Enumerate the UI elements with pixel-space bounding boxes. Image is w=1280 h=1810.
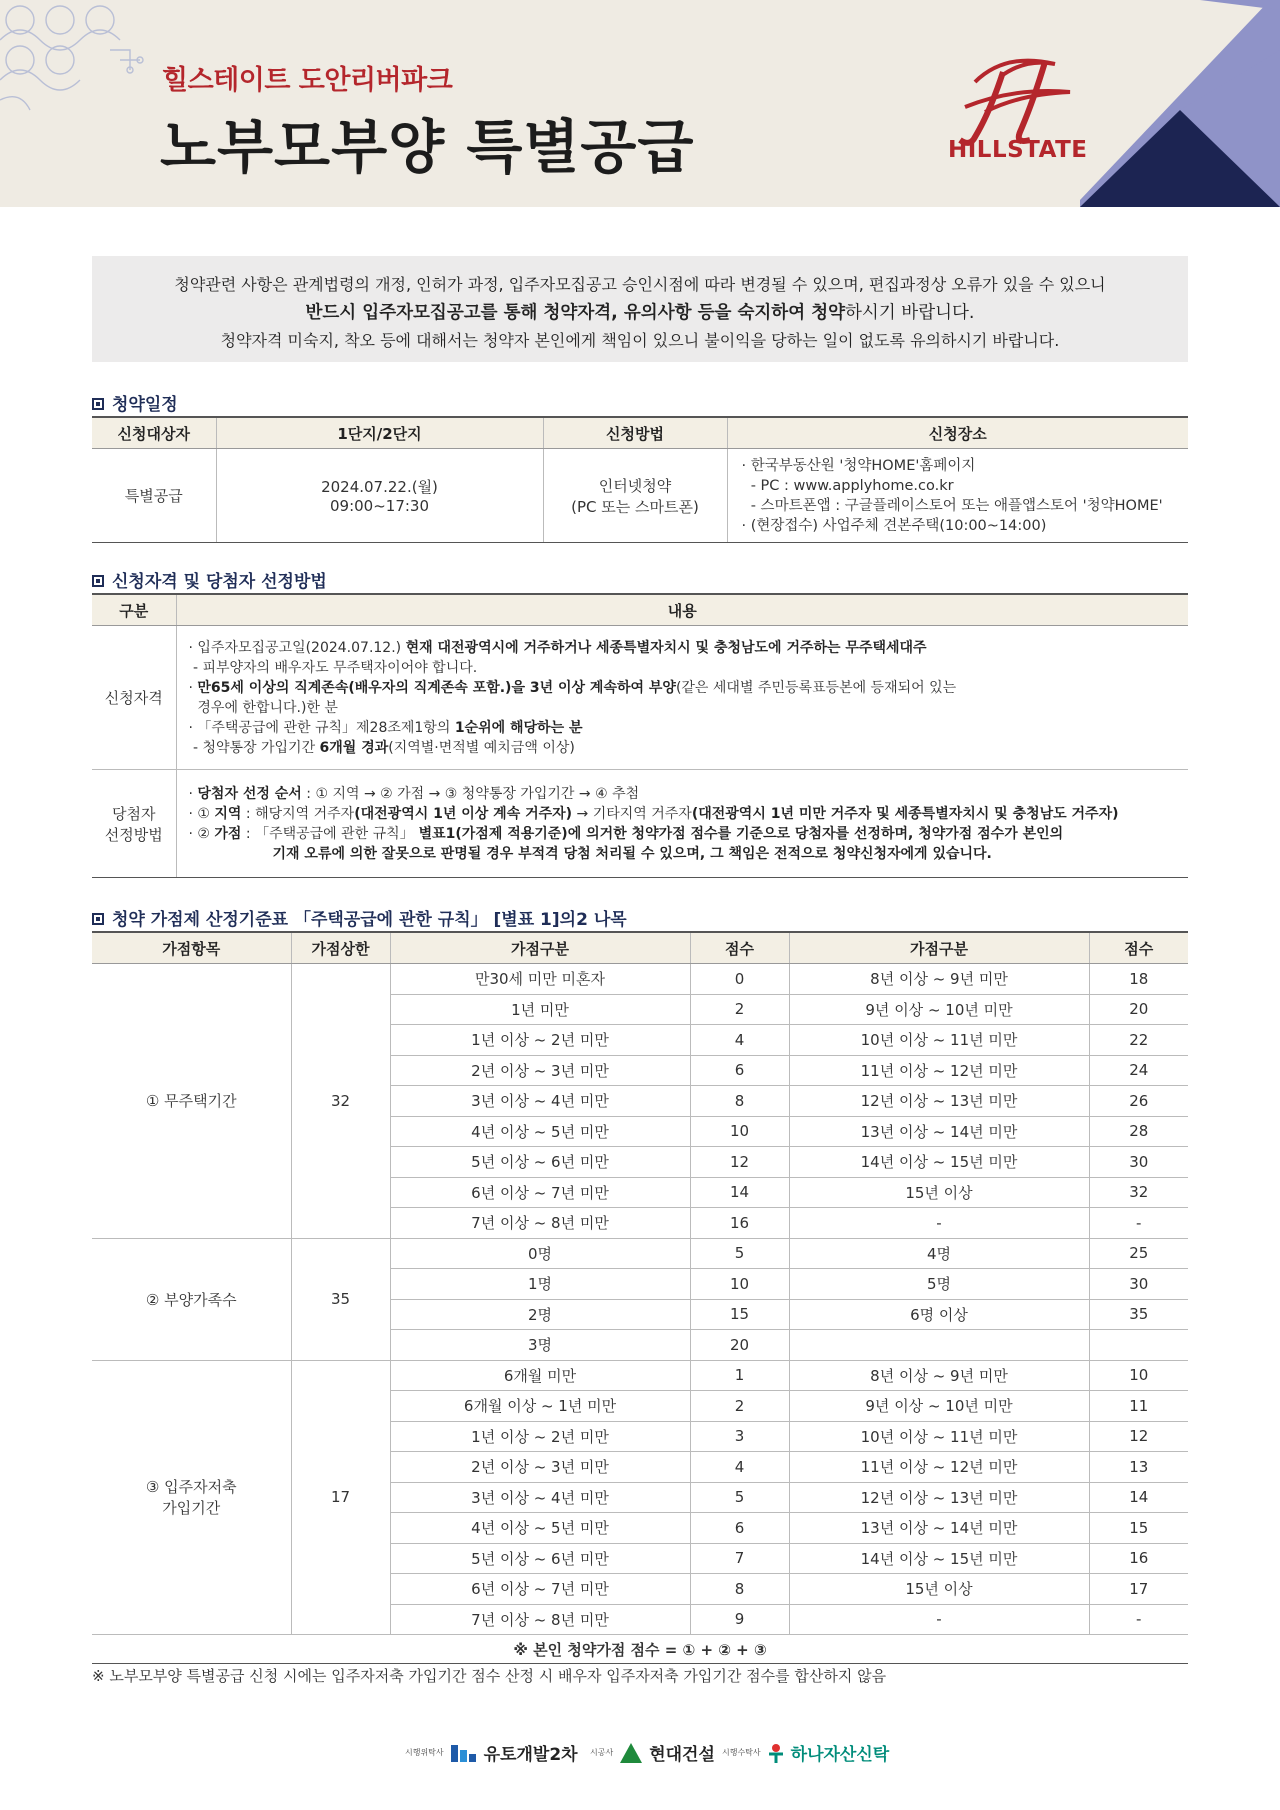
header-cell: 점수: [690, 932, 789, 964]
header-cell: 신청대상자: [92, 417, 216, 449]
score-item: ③ 입주자저축 가입기간: [92, 1360, 291, 1635]
total-formula: ※ 본인 청약가점 점수 = ① + ② + ③: [92, 1635, 1188, 1664]
header-cell: 가점항목: [92, 932, 291, 964]
score-range: 14년 이상 ~ 15년 미만: [789, 1543, 1089, 1574]
table-row: [92, 1360, 1188, 1391]
notice-line-2: [92, 299, 1188, 324]
score-range: 9년 이상 ~ 10년 미만: [789, 1391, 1089, 1422]
schedule-table: [92, 416, 1188, 543]
score-value: 18: [1089, 964, 1188, 995]
score-value: 2: [690, 994, 789, 1025]
score-item: ① 무주택기간: [92, 964, 291, 1239]
header-cell: 점수: [1089, 932, 1188, 964]
square-bullet-icon: [92, 398, 104, 410]
score-value: 10: [690, 1116, 789, 1147]
score-range: 5년 이상 ~ 6년 미만: [390, 1543, 690, 1574]
score-range: 4년 이상 ~ 5년 미만: [390, 1116, 690, 1147]
score-range: 6개월 미만: [390, 1360, 690, 1391]
sponsor-bar: [0, 1740, 1280, 1770]
complex-name: 힐스테이트 도안리버파크: [162, 65, 453, 96]
score-max: 32: [291, 964, 390, 1239]
score-range: 만30세 미만 미혼자: [390, 964, 690, 995]
score-range: [789, 1330, 1089, 1361]
score-range: 4년 이상 ~ 5년 미만: [390, 1513, 690, 1544]
score-range: 8년 이상 ~ 9년 미만: [789, 1360, 1089, 1391]
header-cell: 가점상한: [291, 932, 390, 964]
score-value: 5: [690, 1482, 789, 1513]
score-value: 22: [1089, 1025, 1188, 1056]
score-value: 6: [690, 1055, 789, 1086]
score-range: 12년 이상 ~ 13년 미만: [789, 1086, 1089, 1117]
score-value: 6: [690, 1513, 789, 1544]
score-range: 5년 이상 ~ 6년 미만: [390, 1147, 690, 1178]
score-range: 1년 이상 ~ 2년 미만: [390, 1421, 690, 1452]
qualification-content: · 입주자모집공고일(2024.07.12.) 현재 대전광역시에 거주하거나 세종특별자치시 및 충청남도에 거주하는 무주택세대주 - 피부양자의 배우자도 무주택자이어야 합니다. · 만65세 이상의 직계존속(배우자의 직계존속 포함.)을 3년 이상 계속하여 부양(같은 세대별 주민등록표등본에 등재되어 있는 경우에 한합니다.)한 분 · 「주택공급에 관한 규칙」제28조제1항의 1순위에 해당하는 분 - 청약통장 가입기간 6개월 경과(지역별·면적별 예치금액 이상): [176, 626, 1188, 770]
header-cell: 가점구분: [390, 932, 690, 964]
footnote: ※ 노부모부양 특별공급 신청 시에는 입주자저축 가입기간 점수 산정 시 배우자 입주자저축 가입기간 점수를 합산하지 않음: [92, 1667, 887, 1685]
sponsor-hyundai: 시공사 현대건설: [590, 1740, 715, 1765]
sponsor-hana: 시행수탁사 하나자산신탁: [722, 1740, 889, 1765]
score-max: 35: [291, 1238, 390, 1360]
schedule-target: 특별공급: [92, 449, 216, 543]
score-range: 1년 미만: [390, 994, 690, 1025]
score-range: 12년 이상 ~ 13년 미만: [789, 1482, 1089, 1513]
score-max: 17: [291, 1360, 390, 1635]
score-range: 15년 이상: [789, 1177, 1089, 1208]
score-range: 4명: [789, 1238, 1089, 1269]
score-range: 3년 이상 ~ 4년 미만: [390, 1086, 690, 1117]
score-value: 30: [1089, 1147, 1188, 1178]
score-range: 9년 이상 ~ 10년 미만: [789, 994, 1089, 1025]
table-header-row: [92, 932, 1188, 964]
score-value: 5: [690, 1238, 789, 1269]
score-range: 13년 이상 ~ 14년 미만: [789, 1116, 1089, 1147]
header-cell: 신청장소: [727, 417, 1188, 449]
qualification-table: [92, 593, 1188, 878]
score-range: 0명: [390, 1238, 690, 1269]
score-range: 13년 이상 ~ 14년 미만: [789, 1513, 1089, 1544]
score-value: 12: [1089, 1421, 1188, 1452]
score-value: 8: [690, 1574, 789, 1605]
section-title-qualification: 신청자격 및 당첨자 선정방법: [92, 567, 327, 592]
score-range: 2년 이상 ~ 3년 미만: [390, 1452, 690, 1483]
score-value: 28: [1089, 1116, 1188, 1147]
table-row: [92, 626, 1188, 770]
header-cell: 1단지/2단지: [216, 417, 543, 449]
score-value: 20: [1089, 994, 1188, 1025]
notice-line-3: 청약자격 미숙지, 착오 등에 대해서는 청약자 본인에게 책임이 있으니 불이익을 당하는 일이 없도록 유의하시기 바랍니다.: [220, 331, 1060, 350]
corner-decoration: [1080, 0, 1280, 207]
score-value: 32: [1089, 1177, 1188, 1208]
score-range: -: [789, 1208, 1089, 1239]
notice-line-2-bold: 반드시 입주자모집공고를 통해 청약자격, 유의사항 등을 숙지하여 청약: [305, 303, 846, 323]
total-row: [92, 1635, 1188, 1664]
selection-label: 당첨자 선정방법: [92, 770, 176, 878]
score-range: 3년 이상 ~ 4년 미만: [390, 1482, 690, 1513]
header-cell: 가점구분: [789, 932, 1089, 964]
score-range: 10년 이상 ~ 11년 미만: [789, 1421, 1089, 1452]
score-value: 8: [690, 1086, 789, 1117]
score-range: 2년 이상 ~ 3년 미만: [390, 1055, 690, 1086]
score-range: 11년 이상 ~ 12년 미만: [789, 1452, 1089, 1483]
score-value: 3: [690, 1421, 789, 1452]
score-range: 6개월 이상 ~ 1년 미만: [390, 1391, 690, 1422]
score-value: -: [1089, 1208, 1188, 1239]
score-value: 2: [690, 1391, 789, 1422]
score-item: ② 부양가족수: [92, 1238, 291, 1360]
hana-logo-icon: [767, 1742, 785, 1764]
score-value: 12: [690, 1147, 789, 1178]
square-bullet-icon: [92, 913, 104, 925]
score-range: 6년 이상 ~ 7년 미만: [390, 1177, 690, 1208]
score-range: 7년 이상 ~ 8년 미만: [390, 1208, 690, 1239]
page-header: [0, 0, 1280, 207]
score-range: 3명: [390, 1330, 690, 1361]
hillstate-logo-text: HILLSTATE: [948, 137, 1088, 163]
score-range: 6명 이상: [789, 1299, 1089, 1330]
score-value: 24: [1089, 1055, 1188, 1086]
square-bullet-icon: [92, 575, 104, 587]
score-value: 11: [1089, 1391, 1188, 1422]
score-value: 13: [1089, 1452, 1188, 1483]
schedule-method: 인터넷청약 (PC 또는 스마트폰): [543, 449, 727, 543]
score-value: 10: [690, 1269, 789, 1300]
score-value: 35: [1089, 1299, 1188, 1330]
table-header-row: [92, 594, 1188, 626]
score-range: 11년 이상 ~ 12년 미만: [789, 1055, 1089, 1086]
selection-content: · 당첨자 선정 순서 : ① 지역 → ② 가점 → ③ 청약통장 가입기간 → ④ 추첨 · ① 지역 : 해당지역 거주자(대전광역시 1년 이상 계속 거주자) → 기타지역 거주자(대전광역시 1년 미만 거주자 및 세종특별자치시 및 충청남도 거주자) · ② 가점 : 「주택공급에 관한 규칙」 별표1(가점제 적용기준)에 의거한 청약가점 점수를 기준으로 당첨자를 선정하며, 청약가점 점수가 본인의 기재 오류에 의한 잘못으로 판명될 경우 부적격 당첨 처리될 수 있으며, 그 책임은 전적으로 청약신청자에게 있습니다.: [176, 770, 1188, 878]
score-value: 16: [690, 1208, 789, 1239]
score-value: 16: [1089, 1543, 1188, 1574]
schedule-place: · 한국부동산원 '청약HOME'홈페이지 - PC : www.applyhome.co.kr - 스마트폰앱 : 구글플레이스토어 또는 애플앱스토어 '청약HOME' · (현장접수) 사업주체 견본주택(10:00~14:00): [727, 449, 1188, 543]
score-value: 15: [1089, 1513, 1188, 1544]
score-range: -: [789, 1604, 1089, 1635]
score-value: 14: [690, 1177, 789, 1208]
score-range: 6년 이상 ~ 7년 미만: [390, 1574, 690, 1605]
score-value: 15: [690, 1299, 789, 1330]
score-range: 7년 이상 ~ 8년 미만: [390, 1604, 690, 1635]
score-value: 30: [1089, 1269, 1188, 1300]
header-cell: 신청방법: [543, 417, 727, 449]
score-range: 1년 이상 ~ 2년 미만: [390, 1025, 690, 1056]
score-range: 8년 이상 ~ 9년 미만: [789, 964, 1089, 995]
score-range: 14년 이상 ~ 15년 미만: [789, 1147, 1089, 1178]
uto-logo-icon: [450, 1742, 478, 1764]
sponsor-uto: 시행위탁사 유토개발2차: [405, 1740, 578, 1765]
table-row: [92, 1238, 1188, 1269]
score-range: 1명: [390, 1269, 690, 1300]
score-value: 4: [690, 1025, 789, 1056]
section-title-schedule: 청약일정: [92, 390, 178, 415]
table-row: [92, 449, 1188, 543]
score-value: 9: [690, 1604, 789, 1635]
table-row: [92, 770, 1188, 878]
table-header-row: [92, 417, 1188, 449]
score-value: 25: [1089, 1238, 1188, 1269]
score-range: 15년 이상: [789, 1574, 1089, 1605]
header-cell: 구분: [92, 594, 176, 626]
score-value: 17: [1089, 1574, 1188, 1605]
table-row: [92, 964, 1188, 995]
page-title: 노부모부양 특별공급: [160, 113, 695, 181]
schedule-date: 2024.07.22.(월) 09:00~17:30: [216, 449, 543, 543]
score-value: 0: [690, 964, 789, 995]
score-value: 26: [1089, 1086, 1188, 1117]
notice-line-1: 청약관련 사항은 관계법령의 개정, 인허가 과정, 입주자모집공고 승인시점에 따라 변경될 수 있으며, 편집과정상 오류가 있을 수 있으니: [174, 275, 1106, 294]
section-title-score: 청약 가점제 산정기준표 「주택공급에 관한 규칙」 [별표 1]의2 나목: [92, 905, 627, 930]
decorative-pattern-icon: [0, 0, 150, 120]
qualification-label: 신청자격: [92, 626, 176, 770]
score-value: [1089, 1330, 1188, 1361]
score-value: 7: [690, 1543, 789, 1574]
score-value: 1: [690, 1360, 789, 1391]
score-value: 20: [690, 1330, 789, 1361]
score-range: 2명: [390, 1299, 690, 1330]
score-range: 10년 이상 ~ 11년 미만: [789, 1025, 1089, 1056]
score-value: 10: [1089, 1360, 1188, 1391]
score-value: 4: [690, 1452, 789, 1483]
header-cell: 내용: [176, 594, 1188, 626]
score-range: 5명: [789, 1269, 1089, 1300]
notice-box: [92, 256, 1188, 362]
hyundai-triangle-icon: [619, 1742, 643, 1764]
score-value: 14: [1089, 1482, 1188, 1513]
score-table: [92, 931, 1188, 1664]
score-value: -: [1089, 1604, 1188, 1635]
notice-line-2-rest: 하시기 바랍니다.: [845, 303, 975, 323]
